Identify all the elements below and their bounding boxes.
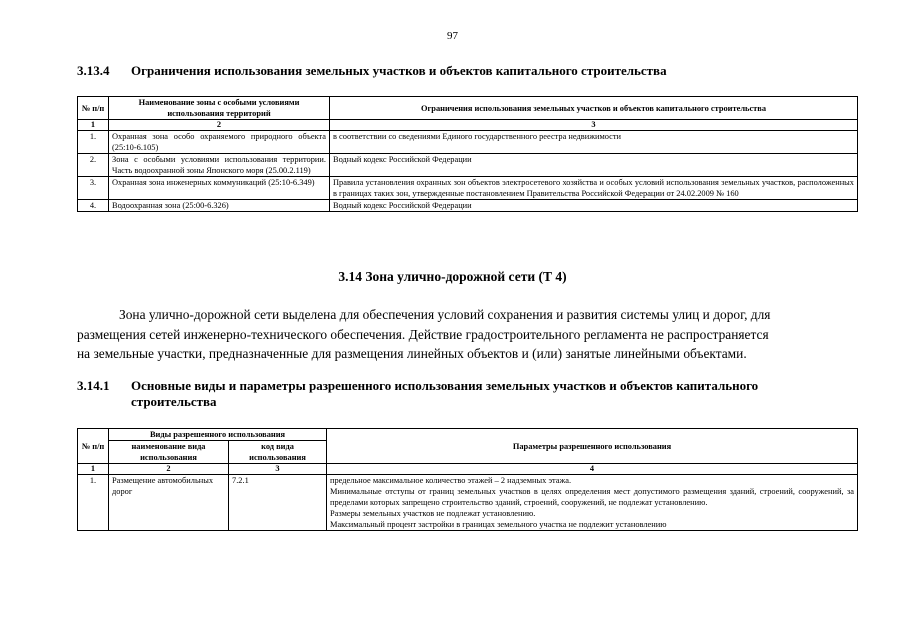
section-heading-3-14-1: [77, 377, 867, 413]
row-zone: Охранная зона инженерных коммуникаций (25:10-6.349): [109, 177, 330, 200]
row-zone: Водоохранная зона (25:00-6.326): [109, 200, 330, 212]
section-number: 3.14.1: [77, 378, 110, 393]
page-number: 97: [447, 30, 458, 42]
paragraph-line: размещения сетей инженерно-технического обеспечения. Действие градостроительного регламента не распространяется: [77, 326, 769, 342]
zone-restrictions-table: [77, 96, 858, 212]
table-row: [78, 475, 858, 531]
header-use-name: наименование вида использования: [109, 441, 229, 464]
row-use-code: 7.2.1: [229, 475, 327, 531]
row-restriction: в соответствии со сведениями Единого государственного реестра недвижимости: [330, 131, 858, 154]
section-heading-3-13-4: [77, 62, 867, 80]
row-no: 3.: [78, 177, 109, 200]
section-title: Ограничения использования земельных участков и объектов капитального строительства: [131, 63, 667, 78]
paragraph-line: на земельные участки, предназначенные для размещения линейных объектов и (или) занятые линейными объектами.: [77, 346, 747, 361]
header-no: № п/п: [78, 429, 109, 464]
row-no: 4.: [78, 200, 109, 212]
row-zone: Зона с особыми условиями использования территории. Часть водоохранной зоны Японского моря (25.00.2.119): [109, 154, 330, 177]
table-row: [78, 177, 858, 200]
table-row: [78, 131, 858, 154]
param-line: Максимальный процент застройки в границах земельного участка не подлежит установлению: [330, 520, 667, 529]
header-params: Параметры разрешенного использования: [327, 429, 858, 464]
table-index-row: 1 2 3: [78, 120, 858, 131]
header-use-code: код вида использования: [229, 441, 327, 464]
paragraph-line: Зона улично-дорожной сети выделена для обеспечения условий сохранения и развития системы улиц и дорог, для: [119, 307, 771, 322]
section-title-3-14: 3.14 Зона улично-дорожной сети (Т 4): [338, 269, 567, 284]
row-restriction: Водный кодекс Российской Федерации: [330, 154, 858, 177]
table-row: [78, 200, 858, 212]
row-use-name: Размещение автомобильных дорог: [109, 475, 229, 531]
param-line: предельное максимальное количество этажей – 2 надземных этажа.: [330, 476, 572, 485]
row-no: 2.: [78, 154, 109, 177]
row-no: 1.: [78, 131, 109, 154]
permitted-use-table: [77, 428, 858, 531]
section-title-line: Основные виды и параметры разрешенного использования земельных участков и объектов капитального: [131, 378, 759, 393]
param-line: Размеры земельных участков не подлежат установлению.: [330, 509, 536, 518]
param-line: Минимальные отступы от границ земельных участков в целях определения мест допустимого размещения зданий, строений, сооружений, за пределами которых запрещено строительство зданий, строений, сооружений, не подлежат установлению.: [330, 487, 855, 507]
table-row: [78, 154, 858, 177]
section-number: 3.13.4: [77, 63, 110, 78]
header-zone: Наименование зоны с особыми условиями использования территорий: [109, 97, 330, 120]
table-header-row: [78, 429, 858, 441]
row-zone: Охранная зона особо охраняемого природного объекта (25:10-6.105): [109, 131, 330, 154]
row-restriction: Водный кодекс Российской Федерации: [330, 200, 858, 212]
row-params: [327, 475, 858, 531]
row-no: 1.: [78, 475, 109, 531]
table-index-row: 1 2 3 4: [78, 464, 858, 475]
row-restriction: Правила установления охранных зон объектов электросетевого хозяйства и особых условий использования земельных участков, расположенных в границах таких зон, утвержденные постановлением Правительства Российской Федерации от 24.02.2009 № 160: [330, 177, 858, 200]
section-title-line: строительства: [131, 394, 217, 409]
table-header-row: [78, 97, 858, 120]
section-paragraph: [77, 305, 857, 364]
header-use-types: Виды разрешенного использования: [109, 429, 327, 441]
header-no: № п/п: [78, 97, 109, 120]
header-restriction: Ограничения использования земельных участков и объектов капитального строительства: [330, 97, 858, 120]
